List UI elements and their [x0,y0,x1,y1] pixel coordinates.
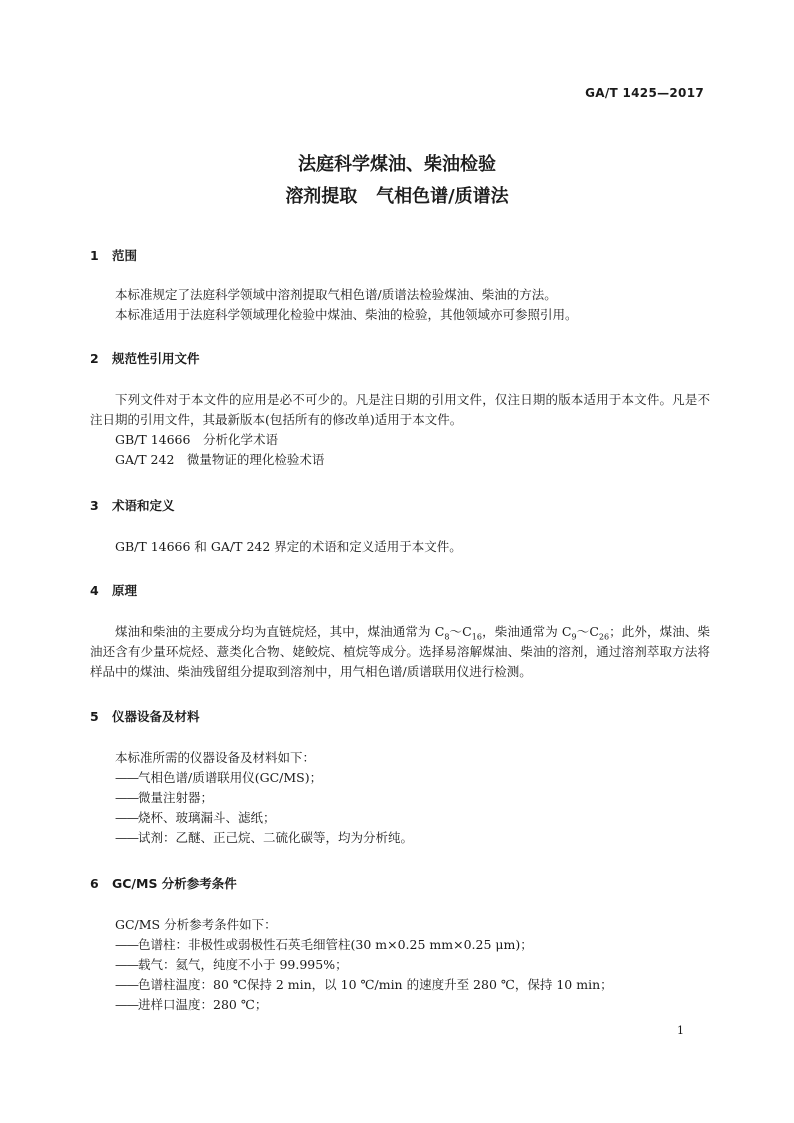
section-heading [90,582,710,600]
section-title: 规范性引用文件 [112,351,200,366]
list-item: ——气相色谱/质谱联用仪(GC/MS)； [115,770,323,785]
list-item: ——微量注射器； [115,790,214,805]
section-number: 3 [90,498,99,513]
section-title: 仪器设备及材料 [112,709,200,724]
title-line-1: 法庭科学煤油、柴油检验 [298,154,496,175]
paragraph [90,622,710,682]
section-number: 6 [90,876,99,891]
text-run: ～C [576,624,599,639]
section-heading [90,350,710,368]
subscript: 8 [444,632,450,642]
paragraph: GB/T 14666 和 GA/T 242 界定的术语和定义适用于本文件。 [115,539,462,554]
section-terms [90,497,710,557]
list-item: ——进样口温度：280 ℃； [115,997,268,1012]
section-principle [90,582,710,682]
page-number: 1 [677,1024,684,1037]
section-heading [90,875,710,893]
section-title: GC/MS 分析参考条件 [112,876,237,891]
reference-item: GA/T 242 微量物证的理化检验术语 [115,452,325,467]
section-title: 术语和定义 [112,498,175,513]
subscript: 9 [571,632,577,642]
text-run: ；此外，煤油、柴油还含有少量环烷烃、薏类化合物、姥鲛烷、植烷等成分。选择易溶解煤油、柴油的溶剂，通过溶剂萃取方法将样品中的煤油、柴油残留组分提取到溶剂中，用气相色谱/质谱联用仪进行检测。 [90,624,710,679]
section-equipment [90,708,710,848]
subscript: 16 [471,632,482,642]
paragraph: 本标准所需的仪器设备及材料如下： [115,750,316,765]
section-gcms-conditions [90,875,710,1015]
section-normative-references [90,350,710,470]
section-heading [90,247,710,265]
document-title [0,149,794,213]
list-item: ——烧杯、玻璃漏斗、滤纸； [115,810,276,825]
section-number: 1 [90,248,99,263]
section-title: 范围 [112,248,138,263]
paragraph: 本标准适用于法庭科学领域理化检验中煤油、柴油的检验，其他领域亦可参照引用。 [115,307,578,322]
paragraph: 本标准规定了法庭科学领域中溶剂提取气相色谱/质谱法检验煤油、柴油的方法。 [115,287,557,302]
paragraph: 下列文件对于本文件的应用是必不可少的。凡是注日期的引用文件，仅注日期的版本适用于本文件。凡是不注日期的引用文件，其最新版本(包括所有的修改单)适用于本文件。 [90,392,710,427]
section-heading [90,497,710,515]
text-run: ，柴油通常为 C [481,624,572,639]
section-title: 原理 [112,583,138,598]
text-run: ～C [449,624,472,639]
section-number: 2 [90,351,99,366]
section-heading [90,708,710,726]
list-item: ——试剂：乙醚、正己烷、二硫化碳等，均为分析纯。 [115,830,414,845]
list-item: ——色谱柱温度：80 ℃保持 2 min，以 10 ℃/min 的速度升至 280 ℃，保持 10 min； [115,977,613,992]
section-number: 4 [90,583,99,598]
section-number: 5 [90,709,99,724]
text-run: 煤油和柴油的主要成分均为直链烷烃，其中，煤油通常为 C [115,624,445,639]
paragraph: GC/MS 分析参考条件如下： [115,917,277,932]
reference-item: GB/T 14666 分析化学术语 [115,432,278,447]
section-scope [90,247,710,325]
list-item: ——载气：氦气，纯度不小于 99.995%； [115,957,348,972]
list-item: ——色谱柱：非极性或弱极性石英毛细管柱(30 m×0.25 mm×0.25 μm)； [115,937,533,952]
standard-number: GA/T 1425—2017 [585,86,704,100]
title-line-2: 溶剂提取 气相色谱/质谱法 [285,186,509,207]
subscript: 26 [598,632,610,642]
